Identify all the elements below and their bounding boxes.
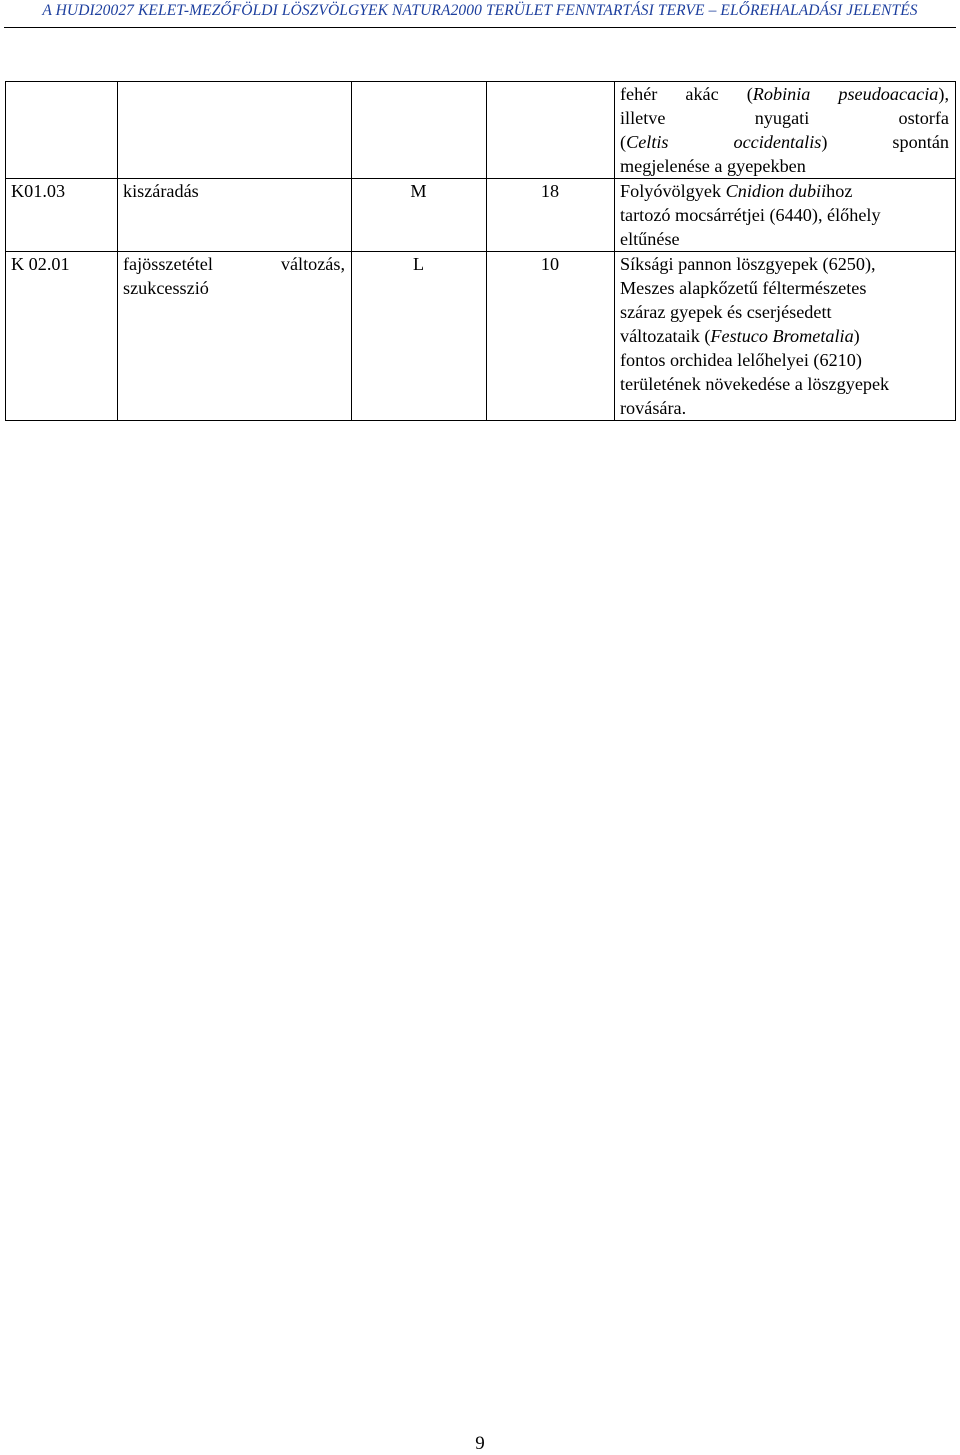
description-cell <box>615 82 956 179</box>
description-cell <box>615 179 956 252</box>
description-line <box>620 203 949 227</box>
description-line <box>620 82 949 106</box>
header-rule <box>4 27 956 28</box>
scientific-name: Cnidion dubii <box>725 181 827 201</box>
description-text: Folyóvölgyek <box>620 181 726 201</box>
threat-name-cell: kiszáradás <box>118 179 352 252</box>
scientific-name: Celtis occidentalis <box>626 132 822 152</box>
description-text: illetve nyugati ostorfa <box>620 108 949 128</box>
description-text: megjelenése a gyepekben <box>620 156 806 176</box>
description-text: Síksági pannon löszgyepek (6250), <box>620 254 876 274</box>
scientific-name: Festuco Brometalia <box>710 326 854 346</box>
importance-cell <box>352 82 487 179</box>
description-text: ) <box>853 326 860 346</box>
description-text: fontos orchidea lelőhelyei (6210) <box>620 350 862 370</box>
threat-code-cell: K 02.01 <box>6 252 118 421</box>
threat-name-cell <box>118 82 352 179</box>
description-line <box>620 179 949 203</box>
description-text: ( <box>620 132 627 152</box>
description-text: ) spontán <box>821 132 949 152</box>
description-line <box>620 372 949 396</box>
description-line <box>620 396 949 420</box>
description-text: tartozó mocsárrétjei (6440), élőhely <box>620 205 881 225</box>
description-line <box>620 300 949 324</box>
description-text: fehér akác ( <box>620 84 753 104</box>
running-header: A HUDI20027 KELET-MEZŐFÖLDI LÖSZVÖLGYEK NATURA2000 TERÜLET FENNTARTÁSI TERVE – ELŐREHALADÁSI JELENTÉS <box>42 2 918 19</box>
value-cell: 10 <box>487 252 615 421</box>
description-line <box>620 154 949 178</box>
description-text: változataik ( <box>620 326 711 346</box>
threat-code-cell: K01.03 <box>6 179 118 252</box>
threat-name-line: fajösszetétel változás, <box>123 254 345 274</box>
threat-name-line: szukcesszió <box>123 278 209 298</box>
threat-name-cell <box>118 252 352 421</box>
value-cell: 18 <box>487 179 615 252</box>
table-row <box>6 252 956 421</box>
description-text: területének növekedése a löszgyepek <box>620 374 890 394</box>
description-line <box>620 276 949 300</box>
description-text: Meszes alapkőzetű féltermészetes <box>620 278 867 298</box>
description-line <box>620 130 949 154</box>
table-row <box>6 179 956 252</box>
description-line <box>620 252 949 276</box>
scientific-name: Robinia pseudoacacia <box>752 84 939 104</box>
description-cell <box>615 252 956 421</box>
description-text: ), <box>938 84 949 104</box>
value-cell <box>487 82 615 179</box>
page-number: 9 <box>475 1433 485 1454</box>
description-line <box>620 324 949 348</box>
description-line <box>620 227 949 251</box>
threats-table <box>5 81 956 421</box>
description-line <box>620 348 949 372</box>
importance-cell: M <box>352 179 487 252</box>
threat-code-cell <box>6 82 118 179</box>
importance-cell: L <box>352 252 487 421</box>
description-text: hoz <box>826 181 853 201</box>
description-text: rovására. <box>620 398 687 418</box>
description-text: eltűnése <box>620 229 680 249</box>
description-line <box>620 106 949 130</box>
description-text: száraz gyepek és cserjésedett <box>620 302 832 322</box>
table-row <box>6 82 956 179</box>
